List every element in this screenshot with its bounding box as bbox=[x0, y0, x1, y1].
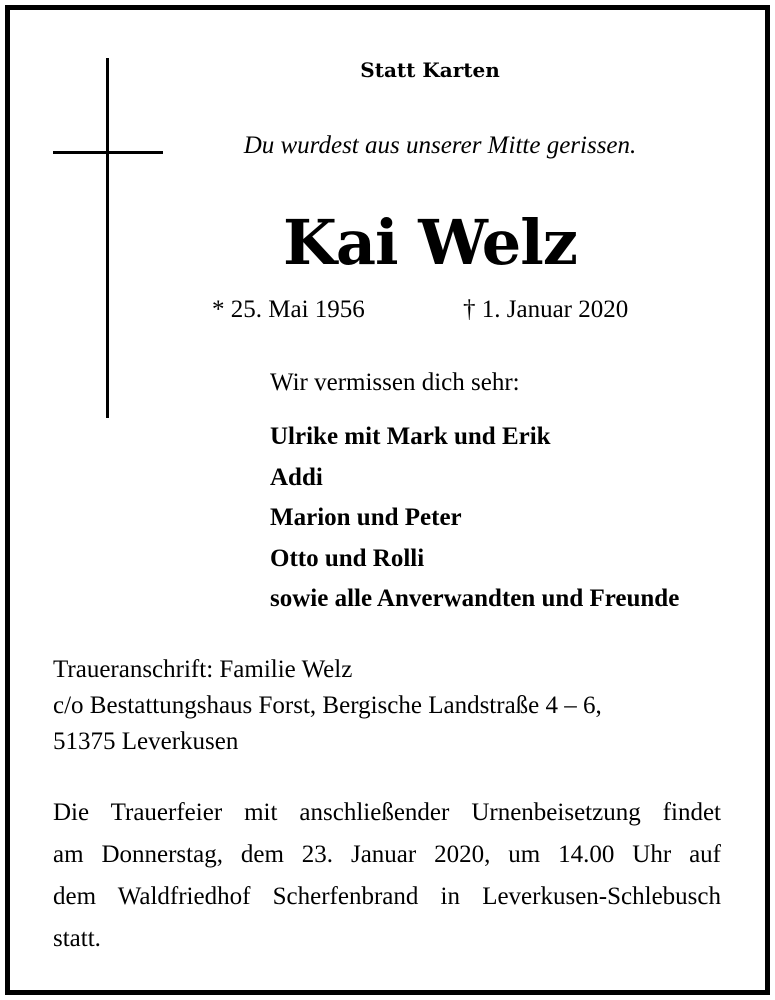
notice-header: Statt Karten bbox=[360, 58, 500, 82]
ceremony-details bbox=[53, 792, 721, 960]
mourning-address bbox=[53, 652, 602, 760]
miss-line: Wir vermissen dich sehr: bbox=[270, 369, 520, 396]
mourner-item: Marion und Peter bbox=[270, 504, 462, 531]
mourner-item: Addi bbox=[270, 463, 323, 491]
mourner-item: Ulrike mit Mark und Erik bbox=[270, 423, 551, 450]
death-date: † 1. Januar 2020 bbox=[463, 296, 629, 323]
ceremony-line: statt. bbox=[53, 925, 101, 952]
ceremony-line: am Donnerstag, dem 23. Januar 2020, um 14.00 Uhr auf bbox=[53, 841, 721, 868]
mourner-list bbox=[270, 417, 679, 620]
ceremony-line: dem Waldfriedhof Scherfenbrand in Leverkusen-Schlebusch bbox=[53, 883, 721, 910]
address-line: c/o Bestattungshaus Forst, Bergische Landstraße 4 – 6, bbox=[53, 692, 602, 719]
mourner-item: Otto und Rolli bbox=[270, 544, 425, 572]
address-line: 51375 Leverkusen bbox=[53, 728, 239, 755]
birth-date: * 25. Mai 1956 bbox=[212, 296, 365, 323]
ceremony-line: Die Trauerfeier mit anschließender Urnenbeisetzung findet bbox=[53, 799, 721, 826]
cross-horizontal-bar bbox=[53, 151, 163, 154]
deceased-name: Kai Welz bbox=[283, 206, 577, 279]
address-line: Traueranschrift: Familie Welz bbox=[53, 656, 353, 683]
cross-vertical-bar bbox=[106, 58, 109, 418]
motto: Du wurdest aus unserer Mitte gerissen. bbox=[243, 132, 637, 159]
mourner-item: sowie alle Anverwandten und Freunde bbox=[270, 585, 680, 612]
